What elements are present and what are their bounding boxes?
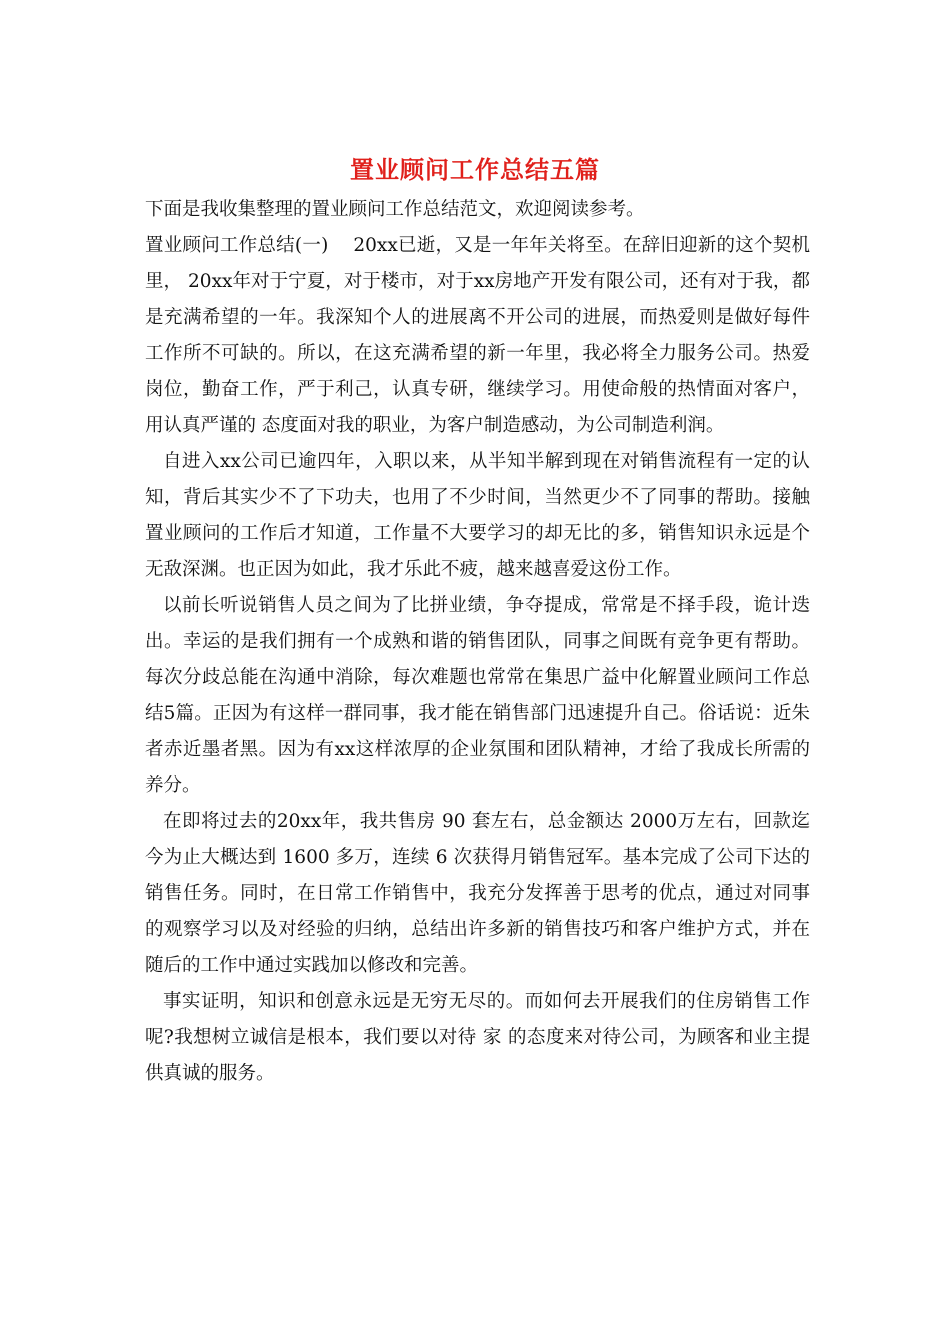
intro-paragraph: 下面是我收集整理的置业顾问工作总结范文，欢迎阅读参考。 bbox=[145, 199, 645, 220]
paragraph-2: 自进入xx公司已逾四年，入职以来，从半知半解到现在对销售流程有一定的认知，背后其实少不了下功夫，也用了不少时间，当然更少不了同事的帮助。接触置业顾问的工作后才知道，工作量不大要学习的却无比的多，销售知识永远是个无敌深渊。也正因为如此，我才乐此不疲，越来越喜爱这份工作。 bbox=[145, 451, 810, 580]
paragraph-3: 以前长听说销售人员之间为了比拼业绩，争夺提成，常常是不择手段，诡计迭出。幸运的是我们拥有一个成熟和谐的销售团队，同事之间既有竞争更有帮助。每次分歧总能在沟通中消除，每次难题也常常在集思广益中化解置业顾问工作总结5篇。正因为有这样一群同事，我才能在销售部门迅速提升自己。俗话说：近朱者赤近墨者黑。因为有xx这样浓厚的企业氛围和团队精神，才给了我成长所需的养分。 bbox=[145, 595, 810, 796]
document-title: 置业顾问工作总结五篇 bbox=[350, 155, 600, 184]
paragraph-5: 事实证明，知识和创意永远是无穷无尽的。而如何去开展我们的住房销售工作呢?我想树立诚信是根本，我们要以对待 家 的态度来对待公司，为顾客和业主提供真诚的服务。 bbox=[145, 991, 810, 1084]
document-body bbox=[145, 192, 810, 1092]
paragraph-4: 在即将过去的20xx年，我共售房 90 套左右，总金额达 2000万左右，回款迄今为止大概达到 1600 多万，连续 6 次获得月销售冠军。基本完成了公司下达的销售任务。同时，在日常工作销售中，我充分发挥善于思考的优点，通过对同事的观察学习以及对经验的归纳，总结出许多新的销售技巧和客户维护方式，并在随后的工作中通过实践加以修改和完善。 bbox=[145, 811, 810, 976]
paragraph-1: 置业顾问工作总结(一) 20xx已逝，又是一年年关将至。在辞旧迎新的这个契机里， 20xx年对于宁夏，对于楼市，对于xx房地产开发有限公司，还有对于我，都是充满希望的一年。我深知个人的进展离不开公司的进展，而热爱则是做好每件工作所不可缺的。所以，在这充满希望的新一年里，我必将全力服务公司。热爱岗位，勤奋工作，严于利己，认真专研，继续学习。用使命般的热情面对客户，用认真严谨的 态度面对我的职业，为客户制造感动，为公司制造利润。 bbox=[145, 235, 810, 436]
